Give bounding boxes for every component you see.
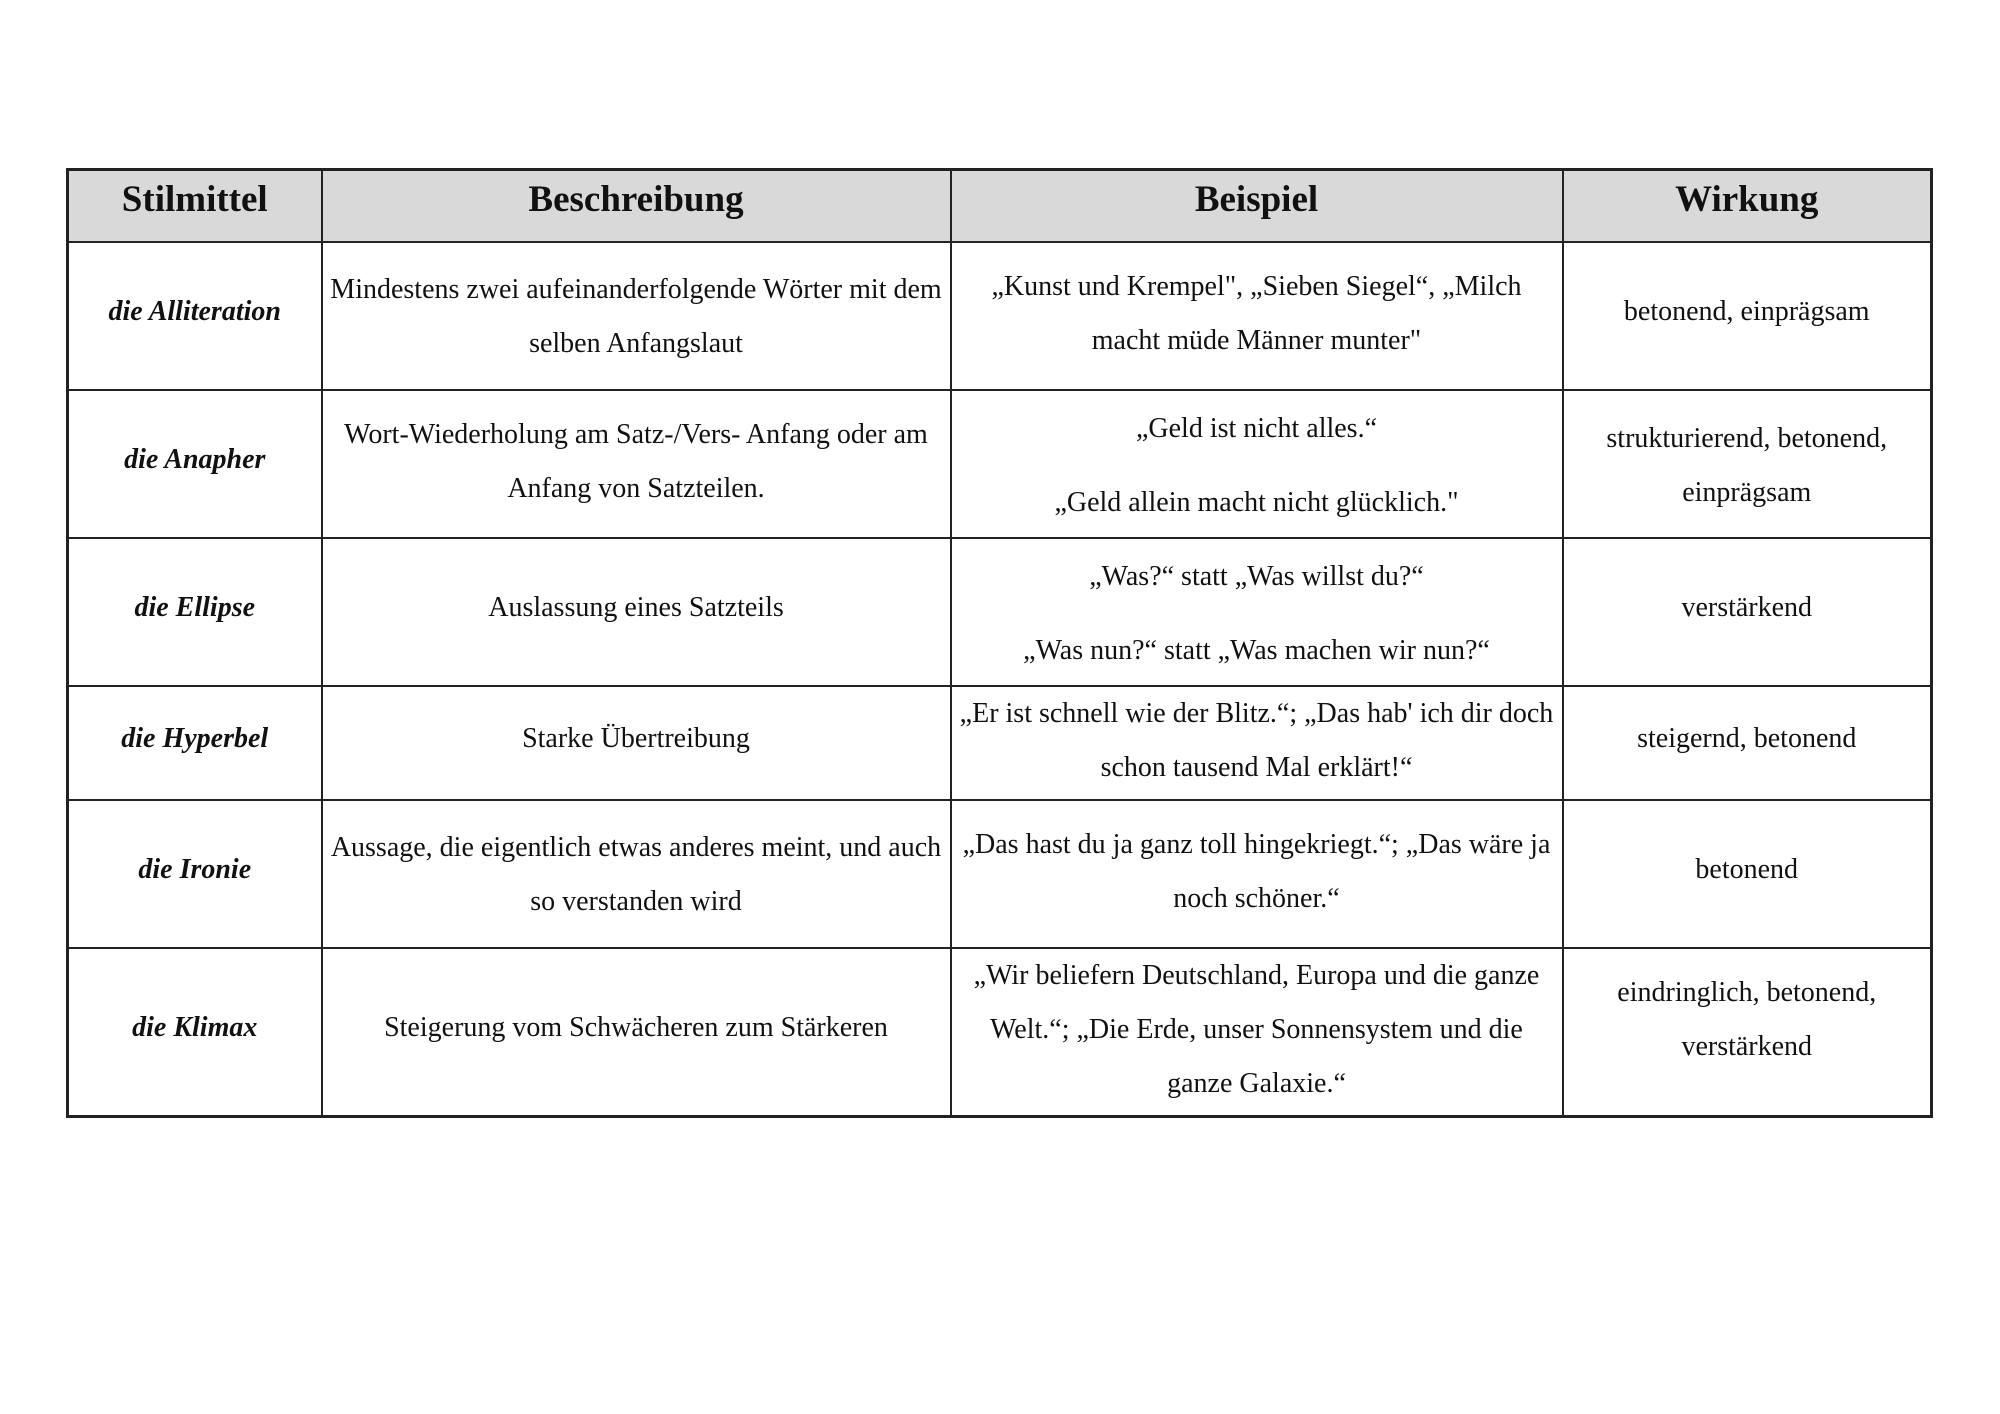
wirkung-cell: eindringlich, betonend, verstärkend	[1563, 948, 1932, 1117]
wirkung-cell: betonend	[1563, 800, 1932, 948]
beispiel-text: „Wir beliefern Deutschland, Europa und die ganze Welt.“; „Die Erde, unser Sonnensystem und die ganze Galaxie.“	[973, 959, 1540, 1099]
beispiel-text: „Er ist schnell wie der Blitz.“; „Das hab' ich dir doch schon tausend Mal erklärt!“	[959, 697, 1554, 783]
header-beispiel: Beispiel	[951, 170, 1563, 242]
term-cell: die Hyperbel	[68, 686, 322, 800]
beispiel-text: „Was?“ statt „Was willst du?“	[1089, 560, 1424, 592]
spacer	[958, 599, 1556, 629]
beispiel-cell	[951, 538, 1563, 686]
beispiel-text: „Geld allein macht nicht glücklich."	[1054, 486, 1459, 518]
beschreibung-cell: Wort-Wiederholung am Satz-/Vers- Anfang oder am Anfang von Satzteilen.	[322, 390, 951, 538]
beispiel-cell	[951, 686, 1563, 800]
wirkung-cell: steigernd, betonend	[1563, 686, 1932, 800]
header-stilmittel: Stilmittel	[68, 170, 322, 242]
table-row-ellipse	[68, 538, 1932, 686]
table-row-alliteration	[68, 242, 1932, 390]
table-row-anapher	[68, 390, 1932, 538]
wirkung-cell: betonend, einprägsam	[1563, 242, 1932, 390]
table-row-klimax	[68, 948, 1932, 1117]
header-beschreibung: Beschreibung	[322, 170, 951, 242]
wirkung-cell: verstärkend	[1563, 538, 1932, 686]
beschreibung-cell: Steigerung vom Schwächeren zum Stärkeren	[322, 948, 951, 1117]
beschreibung-cell: Auslassung eines Satzteils	[322, 538, 951, 686]
header-wirkung: Wirkung	[1563, 170, 1932, 242]
term-cell: die Anapher	[68, 390, 322, 538]
beschreibung-cell: Mindestens zwei aufeinanderfolgende Wörter mit dem selben Anfangslaut	[322, 242, 951, 390]
header-row	[68, 170, 1932, 242]
beispiel-text: „Kunst und Krempel", „Sieben Siegel“, „Milch macht müde Männer munter"	[991, 270, 1522, 356]
term-cell: die Ellipse	[68, 538, 322, 686]
beispiel-cell	[951, 242, 1563, 390]
beschreibung-cell: Starke Übertreibung	[322, 686, 951, 800]
term-cell: die Alliteration	[68, 242, 322, 390]
term-cell: die Klimax	[68, 948, 322, 1117]
beispiel-cell	[951, 948, 1563, 1117]
table-row-ironie	[68, 800, 1932, 948]
term-cell: die Ironie	[68, 800, 322, 948]
stilmittel-table	[66, 168, 1933, 1118]
beispiel-text: „Das hast du ja ganz toll hingekriegt.“; „Das wäre ja noch schöner.“	[962, 828, 1551, 914]
beispiel-text: „Geld ist nicht alles.“	[1135, 412, 1378, 444]
beispiel-cell	[951, 800, 1563, 948]
beschreibung-cell: Aussage, die eigentlich etwas anderes meint, und auch so verstanden wird	[322, 800, 951, 948]
beispiel-cell	[951, 390, 1563, 538]
wirkung-cell: strukturierend, betonend, einprägsam	[1563, 390, 1932, 538]
spacer	[958, 451, 1556, 481]
beispiel-text: „Was nun?“ statt „Was machen wir nun?“	[1023, 634, 1490, 666]
table-row-hyperbel	[68, 686, 1932, 800]
stilmittel-sheet	[66, 168, 1933, 1118]
